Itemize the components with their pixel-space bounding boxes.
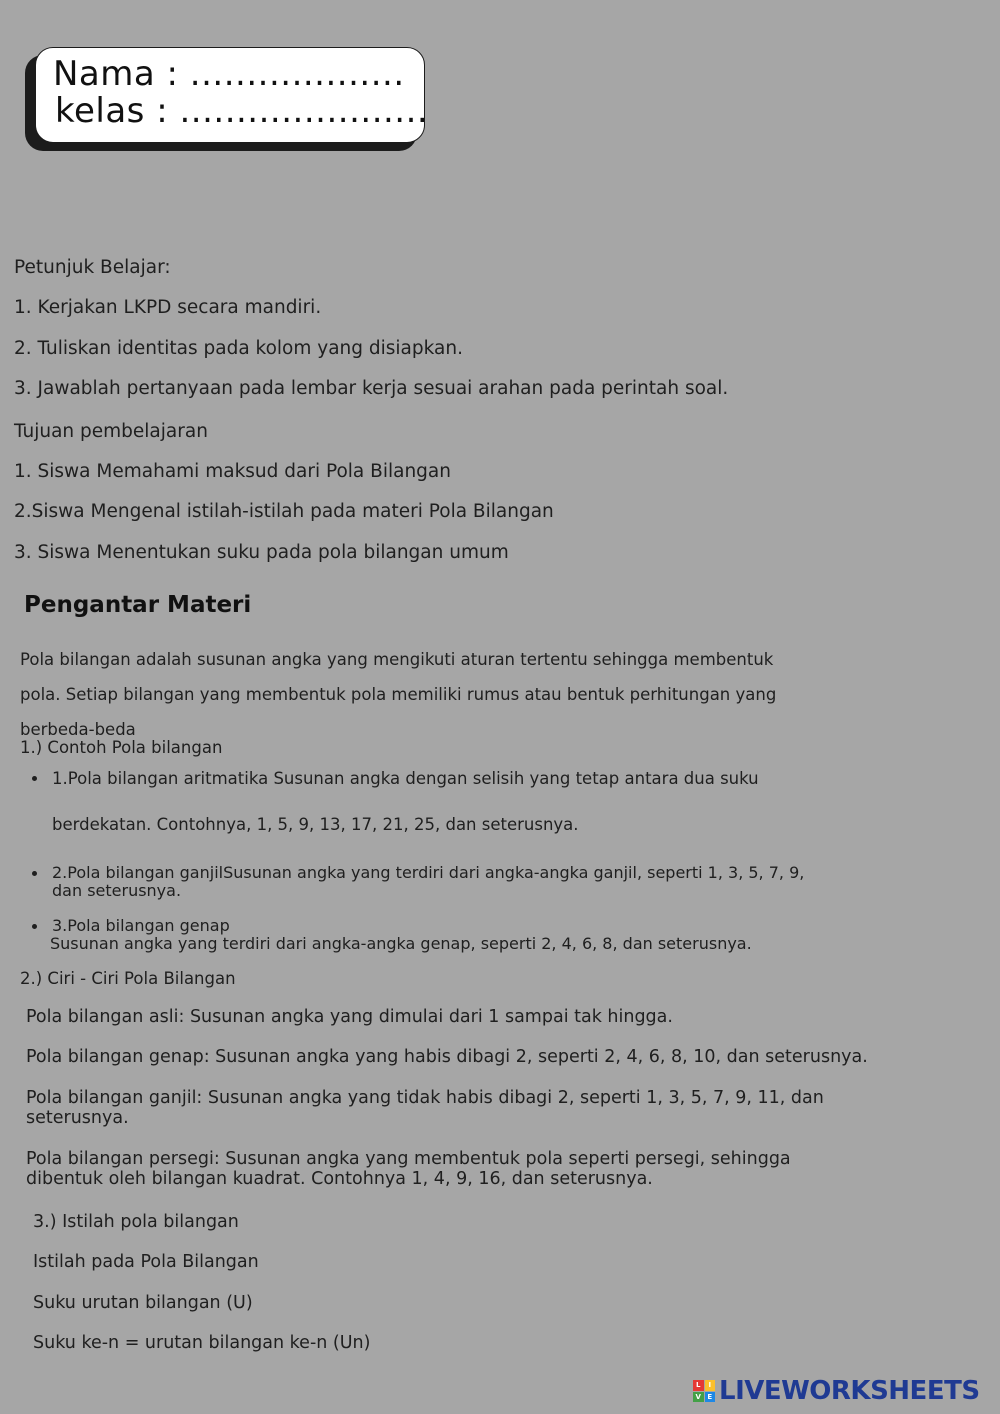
example-line: 2.Pola bilangan ganjilSusunan angka yang terdiri dari angka-angka ganjil, seperti 1, 3, 5, 7, 9, <box>52 863 805 882</box>
intro-line: berbeda-beda <box>20 720 136 739</box>
trait-line: seterusnya. <box>26 1108 129 1128</box>
trait-line: Pola bilangan persegi: Susunan angka yang membentuk pola seperti persegi, sehingga <box>26 1149 791 1169</box>
trait-line: dibentuk oleh bilangan kuadrat. Contohnya 1, 4, 9, 16, dan seterusnya. <box>26 1169 653 1189</box>
term-line: Suku ke-n = urutan bilangan ke-n (Un) <box>33 1333 371 1353</box>
term-line: Suku urutan bilangan (U) <box>33 1293 253 1313</box>
instruction-item: 3. Jawablah pertanyaan pada lembar kerja sesuai arahan pada perintah soal. <box>14 378 729 399</box>
instruction-item: 2. Tuliskan identitas pada kolom yang disiapkan. <box>14 338 463 359</box>
bullet-icon <box>32 924 37 929</box>
trait-line: Pola bilangan ganjil: Susunan angka yang tidak habis dibagi 2, seperti 1, 3, 5, 7, 9, 11, dan <box>26 1088 824 1108</box>
intro-line: pola. Setiap bilangan yang membentuk pola memiliki rumus atau bentuk perhitungan yang <box>20 685 777 704</box>
logo-letter: L <box>693 1380 704 1391</box>
bullet-icon <box>32 776 37 781</box>
example-line: berdekatan. Contohnya, 1, 5, 9, 13, 17, 21, 25, dan seterusnya. <box>52 815 579 834</box>
instructions-title: Petunjuk Belajar: <box>14 257 171 278</box>
term-line: Istilah pada Pola Bilangan <box>33 1252 259 1272</box>
logo-letter: E <box>705 1392 716 1403</box>
logo-text: LIVEWORKSHEETS <box>719 1376 980 1406</box>
goal-item: 2.Siswa Mengenal istilah-istilah pada materi Pola Bilangan <box>14 501 554 522</box>
bullet-icon <box>32 871 37 876</box>
material-heading: Pengantar Materi <box>24 592 252 618</box>
liveworksheets-logo[interactable] <box>693 1374 980 1408</box>
intro-line: Pola bilangan adalah susunan angka yang mengikuti aturan tertentu sehingga membentuk <box>20 650 774 669</box>
trait-line: Pola bilangan asli: Susunan angka yang dimulai dari 1 sampai tak hingga. <box>26 1007 673 1027</box>
goal-item: 3. Siswa Menentukan suku pada pola bilangan umum <box>14 542 509 563</box>
name-field[interactable]: Nama : ................... <box>53 54 405 94</box>
logo-letter: I <box>705 1380 716 1391</box>
goals-title: Tujuan pembelajaran <box>14 421 208 442</box>
example-line: 1.Pola bilangan aritmatika Susunan angka dengan selisih yang tetap antara dua suku <box>52 769 759 788</box>
class-field[interactable]: kelas : ...................... <box>55 91 429 131</box>
logo-letter: V <box>693 1392 704 1403</box>
trait-line: Pola bilangan genap: Susunan angka yang habis dibagi 2, seperti 2, 4, 6, 8, 10, dan seterusnya. <box>26 1047 868 1067</box>
example-line: Susunan angka yang terdiri dari angka-angka genap, seperti 2, 4, 6, 8, dan seterusnya. <box>50 934 752 953</box>
traits-title: 2.) Ciri - Ciri Pola Bilangan <box>20 969 236 988</box>
examples-title: 1.) Contoh Pola bilangan <box>20 738 223 757</box>
example-line: 3.Pola bilangan genap <box>52 916 230 935</box>
instruction-item: 1. Kerjakan LKPD secara mandiri. <box>14 297 322 318</box>
example-line: dan seterusnya. <box>52 881 182 900</box>
terms-title: 3.) Istilah pola bilangan <box>33 1212 239 1232</box>
identity-card <box>35 47 429 143</box>
logo-mark-icon <box>693 1380 715 1402</box>
goal-item: 1. Siswa Memahami maksud dari Pola Bilangan <box>14 461 451 482</box>
